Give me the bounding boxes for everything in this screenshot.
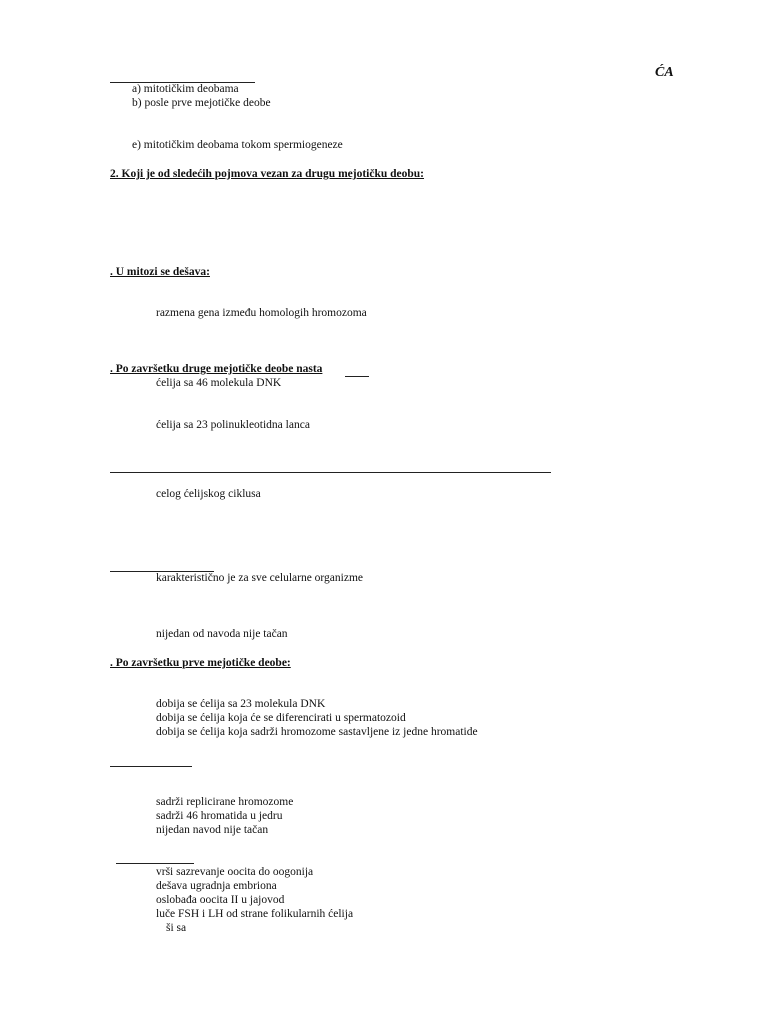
answer-line: luče FSH i LH od strane folikularnih ćelija [156,908,354,920]
answer-line: ćelija sa 23 polinukleotidna lanca [156,419,310,431]
question-heading: . U mitozi se dešava: [110,266,210,278]
answer-line: celog ćelijskog ciklusa [156,488,261,500]
blank-rule [110,766,192,767]
answer-line: e) mitotičkim deobama tokom spermiogeneze [132,139,343,151]
question-heading: . Po završetku prve mejotičke deobe: [110,657,291,669]
answer-line: vrši sazrevanje oocita do oogonija [156,866,314,878]
answer-line: dobija se ćelija koja sadrži hromozome sastavljene iz jedne hromatide [156,726,478,738]
answer-line: nijedan od navoda nije tačan [156,628,288,640]
answer-line: dobija se ćelija koja će se diferencirati u spermatozoid [156,712,406,724]
answer-line: ši sa [166,922,187,934]
blank-rule [345,376,369,377]
blank-rule [110,472,551,473]
answer-line: sadrži 46 hromatida u jedru [156,810,283,822]
question-heading: 2. Koji je od sledećih pojmova vezan za drugu mejotičku deobu: [110,168,425,180]
blank-rule [116,863,194,864]
question-heading: . Po završetku druge mejotičke deobe nasta [110,363,323,375]
corner-mark: ĆA [655,65,674,80]
answer-line: karakteristično je za sve celularne organizme [156,572,364,584]
answer-line: dobija se ćelija sa 23 molekula DNK [156,698,326,710]
answer-line: b) posle prve mejotičke deobe [132,97,271,109]
answer-line: ćelija sa 46 molekula DNK [156,377,282,389]
answer-line: a) mitotičkim deobama [132,83,239,95]
answer-line: razmena gena između homologih hromozoma [156,307,367,319]
answer-line: dešava ugradnja embriona [156,880,277,892]
answer-line: nijedan navod nije tačan [156,824,269,836]
answer-line: sadrži replicirane hromozome [156,796,294,808]
answer-line: oslobađa oocita II u jajovod [156,894,285,906]
